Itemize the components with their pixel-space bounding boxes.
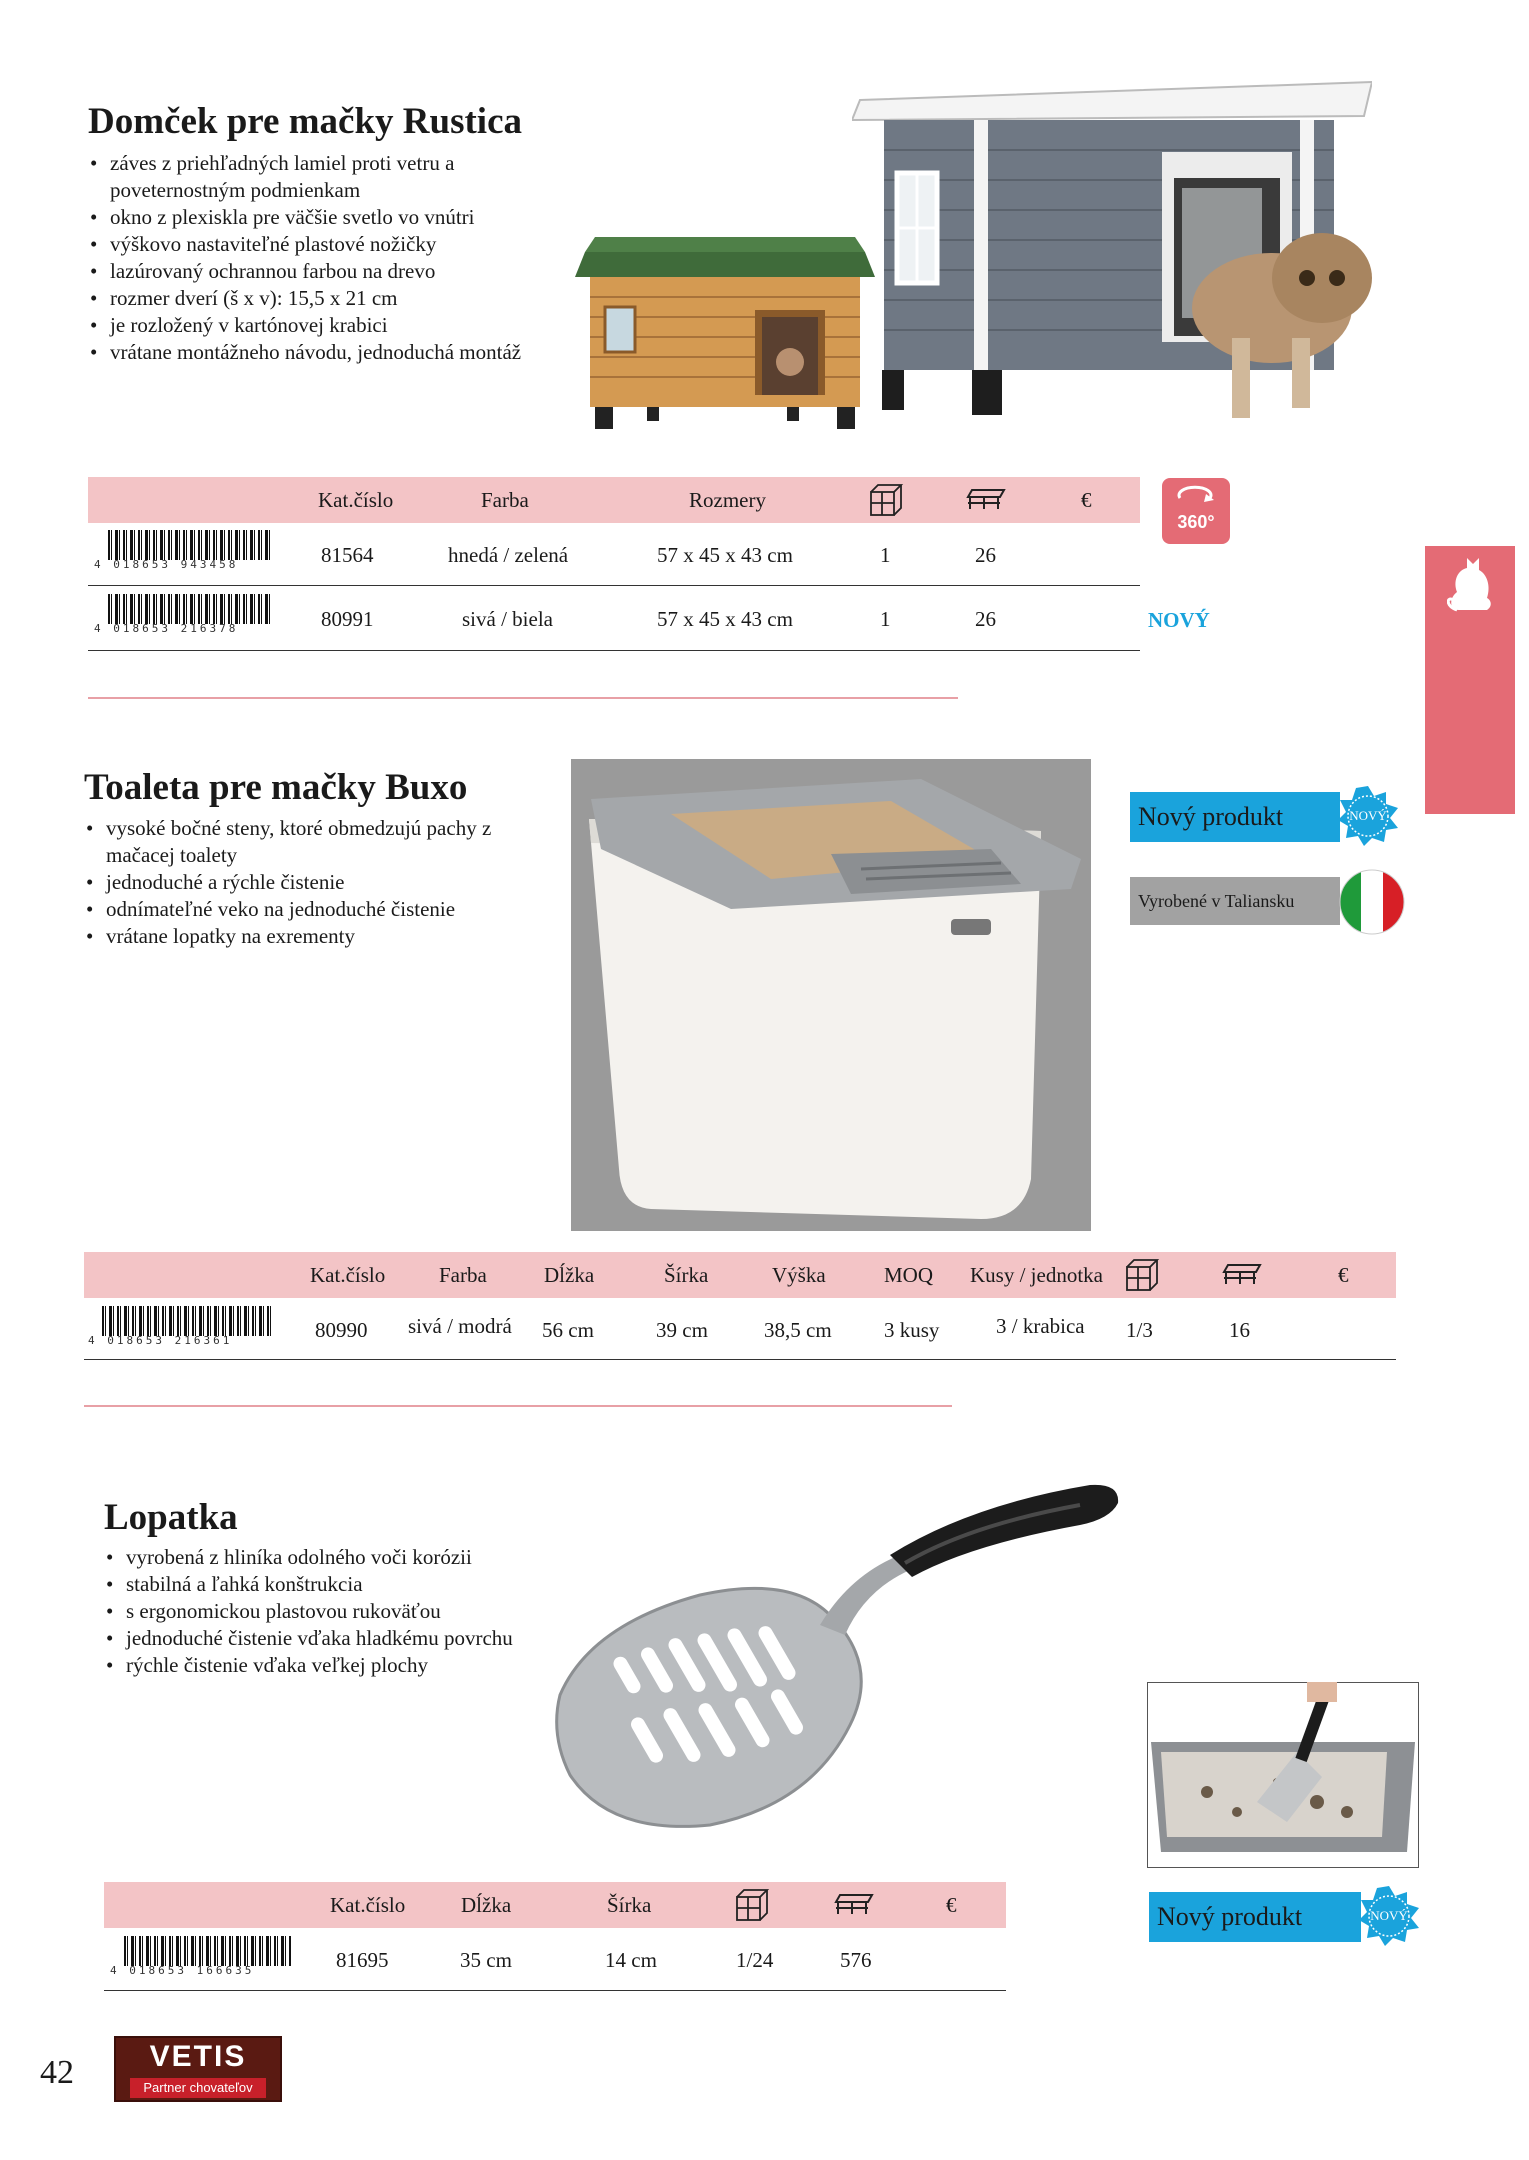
section-separator (88, 697, 958, 699)
wooden-cat-house-image (575, 232, 880, 452)
column-farba: Farba (439, 1263, 487, 1287)
list-item: • okno z plexiskla pre väčšie svetlo vo vnútri (88, 204, 521, 231)
list-item: • s ergonomickou plastovou rukoväťou (104, 1598, 513, 1625)
list-item: • odnímateľné veko na jednoduché čistenie (84, 896, 491, 923)
row-divider (84, 1359, 1396, 1360)
list-item: • výškovo nastaviteľné plastové nožičky (88, 231, 521, 258)
list-item: • záves z priehľadných lamiel proti vetru a (88, 150, 521, 177)
column-rozmery: Rozmery (689, 488, 766, 512)
cell-ks: 1/24 (736, 1948, 774, 1972)
column-vyska: Výška (772, 1263, 826, 1287)
list-item: • jednoduché čistenie vďaka hladkému povrchu (104, 1625, 513, 1652)
cell-dlzka: 56 cm (542, 1318, 594, 1342)
row-divider (88, 650, 1140, 651)
pallet-icon (1222, 1262, 1262, 1288)
row-divider (88, 585, 1140, 586)
column-moq: MOQ (884, 1263, 934, 1287)
box-icon (1124, 1257, 1160, 1293)
feature-list-rustica (88, 150, 521, 366)
litter-box-image (571, 759, 1091, 1231)
product-title-lopatka: Lopatka (104, 1497, 238, 1538)
feature-list-lopatka (104, 1544, 513, 1679)
table-header-rustica (88, 477, 1140, 523)
star-badge-icon: NOVÝ (1336, 784, 1400, 848)
new-product-banner: Nový produkt (1149, 1892, 1361, 1942)
cell-rozmery: 57 x 45 x 43 cm (657, 543, 793, 567)
cell-kat: 81564 (321, 543, 374, 567)
column-sirka: Šírka (664, 1263, 709, 1287)
cell-paleta: 26 (975, 543, 996, 567)
italy-flag-icon (1338, 868, 1406, 936)
cell-sirka: 14 cm (605, 1948, 657, 1972)
star-badge-icon: NOVÝ (1357, 1884, 1421, 1948)
cell-farba: hnedá / zelená (448, 543, 569, 567)
barcode: 4 018653 166635 (110, 1936, 292, 1976)
list-item: • vrátane montážneho návodu, jednoduchá montáž (88, 339, 521, 366)
cell-dlzka: 35 cm (460, 1948, 512, 1972)
column-euro: € (946, 1893, 957, 1917)
cat-icon (1447, 552, 1499, 612)
list-item: • stabilná a ľahká konštrukcia (104, 1571, 513, 1598)
grey-cat-house-image (852, 78, 1372, 458)
pallet-icon (966, 487, 1006, 513)
list-item: • vyrobená z hliníka odolného voči korózii (104, 1544, 513, 1571)
section-separator (84, 1405, 952, 1407)
column-kat-cislo: Kat.číslo (330, 1893, 406, 1917)
list-item: • lazúrovaný ochrannou farbou na drevo (88, 258, 521, 285)
cell-ks: 1/3 (1126, 1318, 1153, 1342)
column-kusy-jednotka: Kusy / jednotka (970, 1263, 1103, 1287)
cell-paleta: 26 (975, 607, 996, 631)
list-item: • rýchle čistenie vďaka veľkej plochy (104, 1652, 513, 1679)
cell-paleta: 576 (840, 1948, 872, 1972)
box-icon (868, 482, 904, 518)
cell-kat: 80991 (321, 607, 374, 631)
cell-kat: 80990 (315, 1318, 368, 1342)
vetis-logo: VETIS Partner chovateľov (114, 2036, 282, 2102)
feature-list-buxo (84, 815, 491, 950)
rotate-360-icon: 360° (1162, 478, 1230, 544)
column-euro: € (1081, 488, 1092, 512)
box-icon (734, 1887, 770, 1923)
column-sirka: Šírka (607, 1893, 652, 1917)
cell-moq: 3 kusy (884, 1318, 940, 1342)
column-dlzka: Dĺžka (461, 1893, 512, 1917)
list-item: • vrátane lopatky na exrementy (84, 923, 491, 950)
new-product-banner: Nový produkt (1130, 792, 1340, 842)
list-item: • je rozložený v kartónovej krabici (88, 312, 521, 339)
cell-farba: sivá / biela (462, 607, 553, 631)
novy-label: NOVÝ (1148, 608, 1210, 632)
table-header-buxo (84, 1252, 1396, 1298)
barcode: 4 018653 216378 (94, 594, 270, 634)
list-item: • vysoké bočné steny, ktoré obmedzujú pachy z (84, 815, 491, 842)
column-kat-cislo: Kat.číslo (310, 1263, 386, 1287)
barcode: 4 018653 943458 (94, 530, 270, 570)
pallet-icon (834, 1892, 874, 1918)
barcode: 4 018653 216361 (88, 1306, 274, 1346)
made-in-italy-banner: Vyrobené v Taliansku (1130, 877, 1340, 925)
cell-paleta: 16 (1229, 1318, 1250, 1342)
row-divider (104, 1990, 1006, 1991)
list-item: mačacej toalety (106, 843, 238, 867)
scoop-usage-photo (1147, 1682, 1419, 1868)
scoop-image (550, 1475, 1130, 1835)
column-euro: € (1338, 1263, 1349, 1287)
page-number: 42 (40, 2054, 74, 2091)
column-kat-cislo: Kat.číslo (318, 488, 394, 512)
list-item: • jednoduché a rýchle čistenie (84, 869, 491, 896)
table-header-lopatka (104, 1882, 1006, 1928)
cell-sirka: 39 cm (656, 1318, 708, 1342)
column-farba: Farba (481, 488, 529, 512)
product-title-buxo: Toaleta pre mačky Buxo (84, 767, 468, 808)
cell-kat: 81695 (336, 1948, 389, 1972)
product-title-rustica: Domček pre mačky Rustica (88, 101, 523, 142)
column-dlzka: Dĺžka (544, 1263, 595, 1287)
cell-kusy: 3 / krabica (996, 1314, 1085, 1338)
category-tab-cats (1425, 546, 1515, 814)
list-item: poveternostným podmienkam (110, 178, 361, 202)
cell-rozmery: 57 x 45 x 43 cm (657, 607, 793, 631)
cell-ks: 1 (880, 543, 891, 567)
cell-ks: 1 (880, 607, 891, 631)
cell-farba: sivá / modrá (408, 1314, 512, 1338)
list-item: • rozmer dverí (š x v): 15,5 x 21 cm (88, 285, 521, 312)
cell-vyska: 38,5 cm (764, 1318, 832, 1342)
